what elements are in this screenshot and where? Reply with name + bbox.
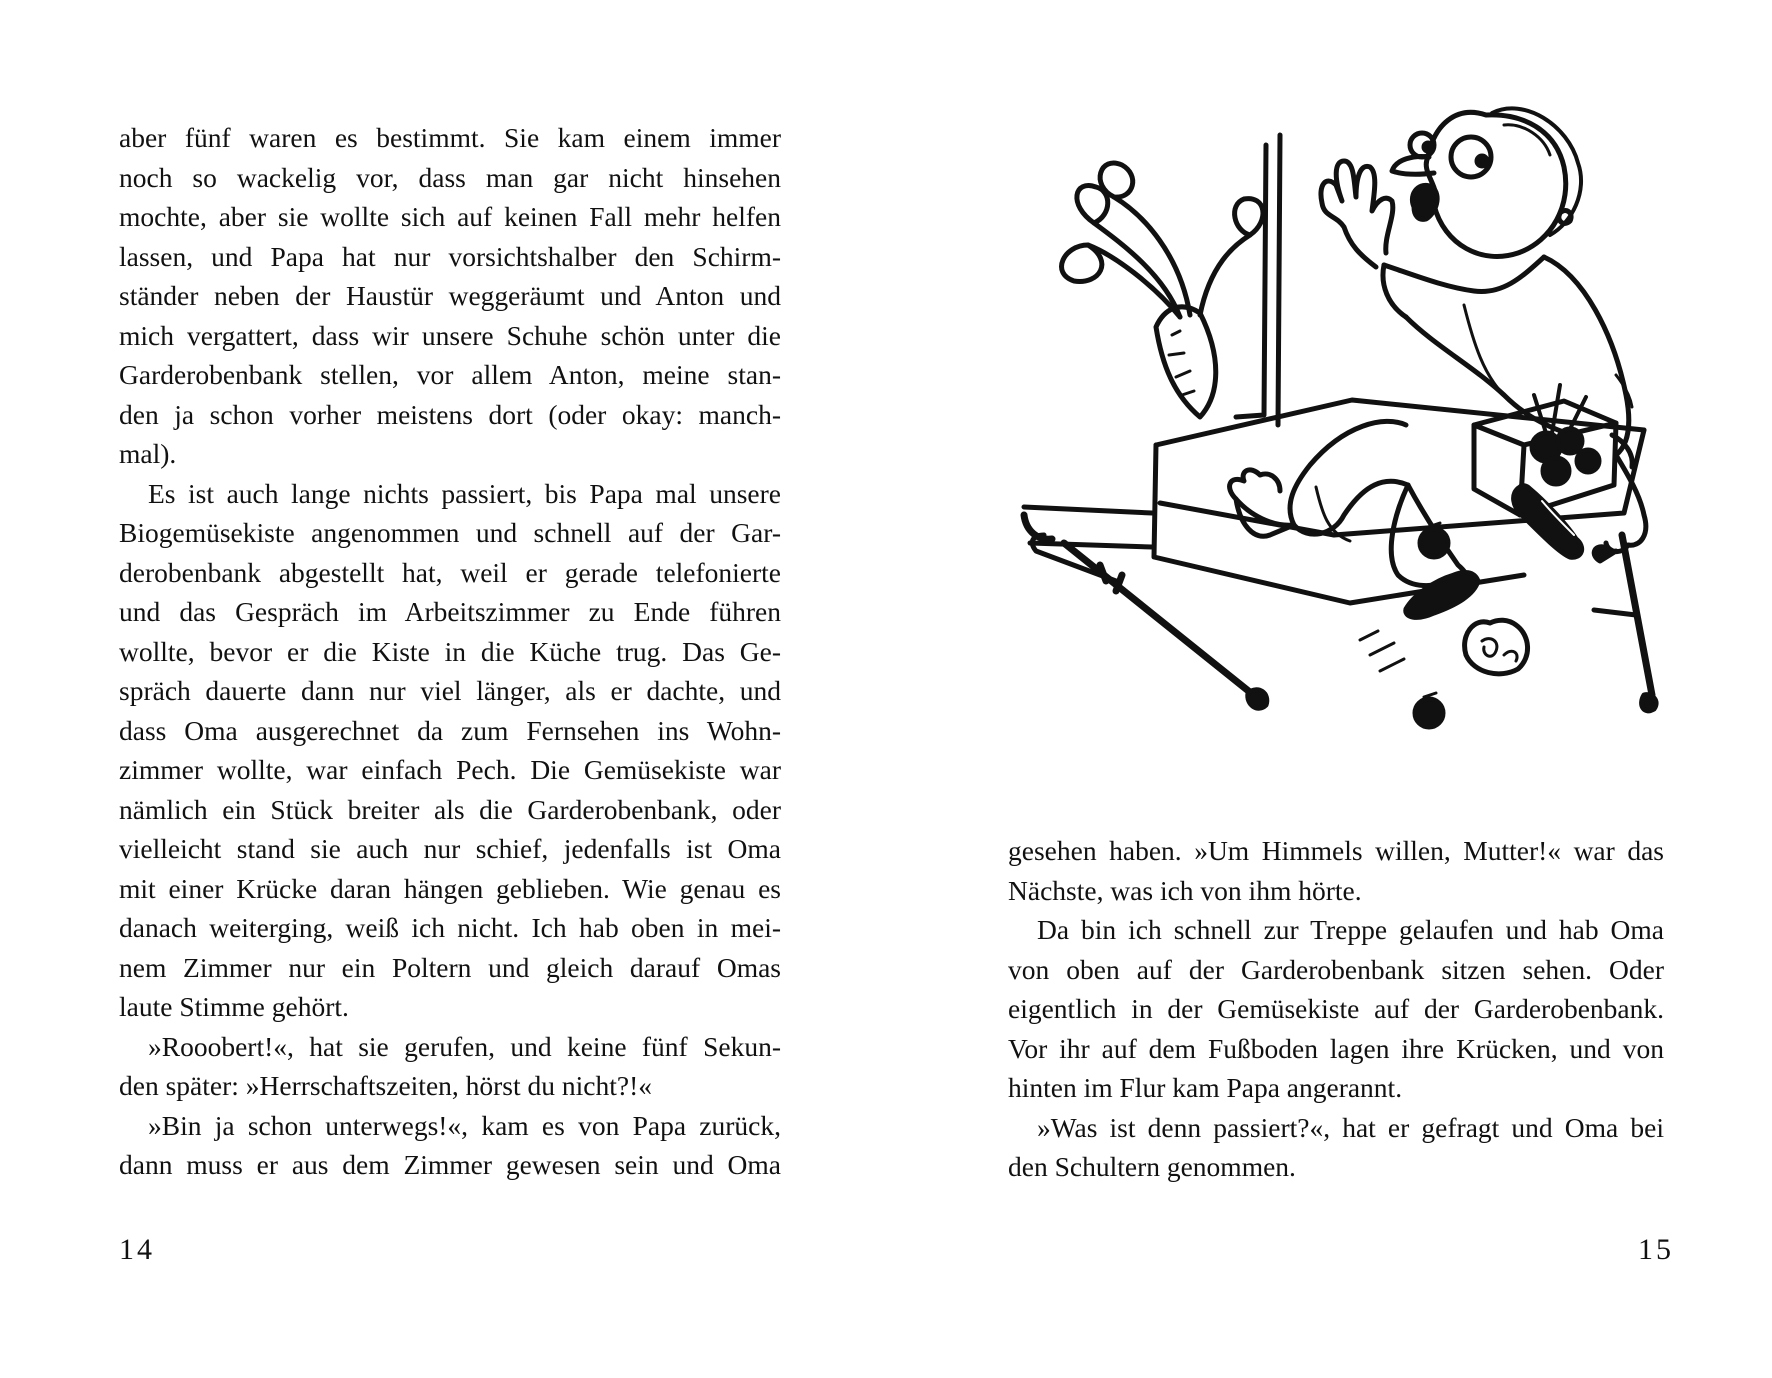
text-line: »Bin ja schon unterwegs!«, kam es von Papa zurück,: [148, 1109, 781, 1141]
text-line: danach weiterging, weiß ich nicht. Ich hab oben in mei-: [119, 912, 781, 943]
text-line: spräch dauerte dann nur viel länger, als er dachte, und: [119, 675, 781, 706]
text-line: gesehen haben. »Um Himmels willen, Mutter!« war das: [1008, 835, 1664, 866]
text-line: »Rooobert!«, hat sie gerufen, und keine fünf Sekun-: [148, 1030, 781, 1062]
text-line: Da bin ich schnell zur Treppe gelaufen und hab Oma: [1037, 914, 1664, 945]
right-page: [886, 0, 1772, 1378]
text-line: mich vergattert, dass wir unsere Schuhe schön unter die: [119, 319, 781, 351]
text-line: eigentlich in der Gemüsekiste auf der Garderobenbank.: [1008, 993, 1664, 1024]
text-line: laute Stimme gehört.: [119, 991, 349, 1022]
text-line: und das Gespräch im Arbeitszimmer zu Ende führen: [119, 596, 781, 627]
text-line: den Schultern genommen.: [1008, 1151, 1296, 1182]
text-line: noch so wackelig vor, dass man gar nicht hinsehen: [119, 161, 781, 193]
text-line: nem Zimmer nur ein Poltern und gleich darauf Omas: [119, 951, 781, 983]
text-line: dann muss er aus dem Zimmer gewesen sein und Oma: [119, 1149, 781, 1180]
text-line: mit einer Krücke daran hängen geblieben. Wie genau es: [119, 872, 781, 904]
grandma-falling-illustration: [1004, 95, 1668, 815]
text-line: lassen, und Papa hat nur vorsichtshalber den Schirm-: [119, 240, 781, 272]
text-line: hinten im Flur kam Papa angerannt.: [1008, 1072, 1403, 1103]
text-line: derobenbank abgestellt hat, weil er gerade telefonierte: [119, 556, 781, 588]
text-line: vielleicht stand sie auch nur schief, jedenfalls ist Oma: [119, 833, 781, 864]
text-line: den ja schon vorher meistens dort (oder okay: manch-: [119, 398, 781, 430]
text-line: nämlich ein Stück breiter als die Garderobenbank, oder: [119, 793, 781, 825]
text-line: von oben auf der Garderobenbank sitzen sehen. Oder: [1008, 953, 1664, 985]
text-line: ständer neben der Haustür weggeräumt und Anton und: [119, 280, 781, 311]
text-line: den später: »Herrschaftszeiten, hörst du nicht?!«: [119, 1070, 653, 1101]
page-number: 15: [1638, 1233, 1674, 1266]
right-page-text: [1008, 831, 1664, 1187]
text-line: Nächste, was ich von ihm hörte.: [1008, 874, 1362, 906]
page-number: 14: [119, 1233, 155, 1266]
text-line: dass Oma ausgerechnet da zum Fernsehen ins Wohn-: [119, 714, 781, 746]
text-line: mal).: [119, 438, 177, 469]
text-line: »Was ist denn passiert?«, hat er gefragt und Oma bei: [1037, 1111, 1664, 1143]
text-line: mochte, aber sie wollte sich auf keinen Fall mehr helfen: [119, 201, 781, 232]
text-line: Biogemüsekiste angenommen und schnell auf der Gar-: [119, 517, 781, 548]
text-line: Garderobenbank stellen, vor allem Anton, meine stan-: [119, 359, 781, 390]
left-page-text: [119, 118, 781, 1185]
text-line: Es ist auch lange nichts passiert, bis Papa mal unsere: [148, 477, 781, 509]
text-line: Vor ihr auf dem Fußboden lagen ihre Krücken, und von: [1008, 1032, 1664, 1064]
text-line: wollte, bevor er die Kiste in die Küche trug. Das Ge-: [119, 635, 781, 667]
text-line: zimmer wollte, war einfach Pech. Die Gemüsekiste war: [119, 754, 781, 785]
text-line: aber fünf waren es bestimmt. Sie kam einem immer: [119, 122, 781, 153]
